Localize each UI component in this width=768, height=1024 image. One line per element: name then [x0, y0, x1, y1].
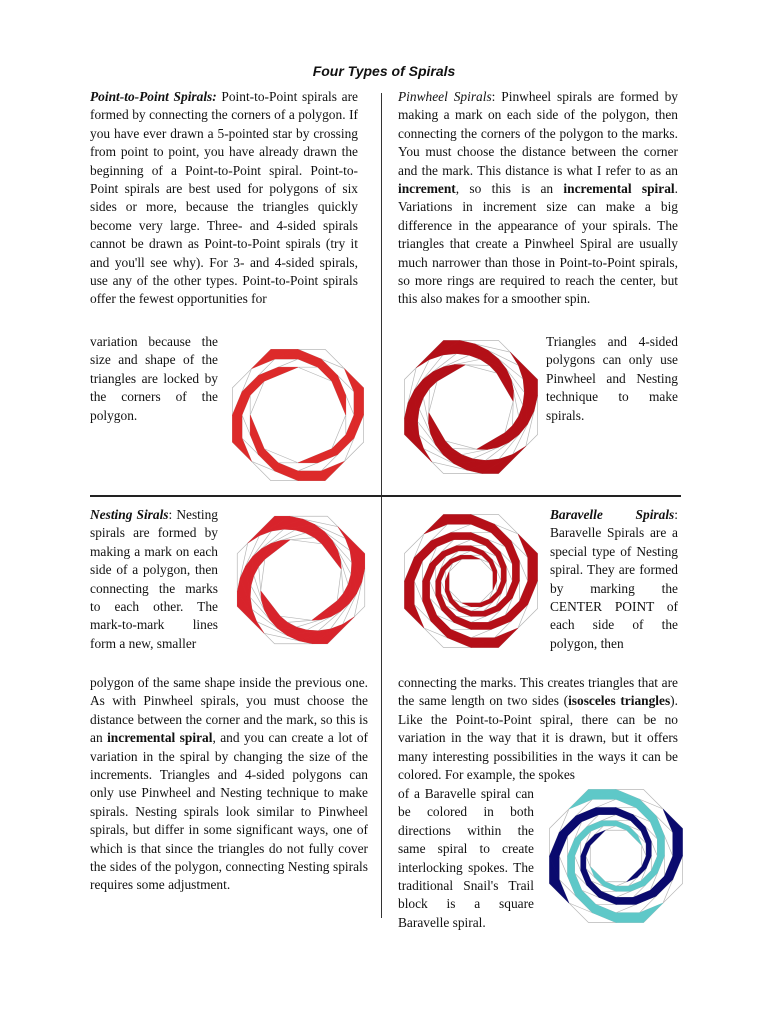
- baravelle-side-text-2: of a Baravelle spiral can be colored in both directions within the same spiral to create interlocking spokes. The traditional Snail's Trail block is a square Baravelle spiral.: [398, 786, 534, 930]
- baravelle-colored-spiral-figure: [542, 782, 690, 930]
- pinwheel-spiral-figure: [397, 333, 545, 481]
- point-to-point-side-text: variation because the size and shape of the triangles are locked by the corners of the polygon.: [90, 334, 218, 423]
- spiral-ring: [232, 349, 363, 480]
- point-to-point-text: Point-to-Point Spirals: Point-to-Point spirals are formed by connecting the corners of a polygon. If you have ever drawn a 5-pointed star by crossing from point to point, you have already drawn the beginning of a Point-to-Point spiral. Point-to-Point spirals are best used for polygons of six sides or more, because the triangles quickly become very large. Three- and 4-sided spirals cannot be drawn as Point-to-Point spirals (try it and you'll see why). For 3- and 4-sided spirals, use any of the other types. Point-to-Point spirals offer the fewest opportunities for: [90, 89, 358, 307]
- pinwheel-heading: Pinwheel Spirals: [398, 89, 492, 104]
- vertical-divider: [381, 93, 382, 918]
- spiral-ring: [250, 529, 352, 631]
- horizontal-divider: [90, 495, 681, 497]
- nesting-side-text: Nesting Sirals: Nesting spirals are formed by making a mark on each side of a polygon, then connecting the marks to each other. The mark-to-mark lines form a new, smaller: [90, 507, 218, 651]
- spiral-ring: [418, 354, 525, 461]
- baravelle-side-text: Baravelle Spirals: Baravelle Spirals are a special type of Nesting spiral. They are formed by marking the CENTER POINT of each side of the polygon, then: [550, 507, 678, 651]
- spiral-ring: [232, 349, 363, 480]
- baravelle-text: connecting the marks. This creates triangles that are the same length on two sides (isosceles triangles). Like the Point-to-Point spiral, there can be no variation in the way that it is drawn, but it offers many interesting possibilities in the ways it can be colored. For example, the spokes: [398, 675, 678, 783]
- nesting-text: polygon of the same shape inside the previous one. As with Pinwheel spirals, you must choose the distance between the corner and the mark, so this is an incremental spiral, and you can create a lot of variation in the spiral by changing the size of the increments. Triangles and 4-sided polygons can only use Pinwheel and Nesting technique to make spirals. Nesting spirals look similar to Pinwheel spirals, but differ in some significant ways, one of which is that since the triangles do not fully cover the sides of the polygon, connecting Nesting spirals requires some adjustment.: [90, 675, 368, 893]
- spiral-ring: [408, 344, 534, 470]
- page-title: Four Types of Spirals: [312, 63, 456, 79]
- spiral-ring: [449, 559, 493, 603]
- pinwheel-side-text: Triangles and 4-sided polygons can only use Pinwheel and Nesting technique to make spirals.: [546, 334, 678, 423]
- spiral-ring: [581, 821, 652, 892]
- point-to-point-spiral-figure: [225, 342, 371, 488]
- nesting-heading: Nesting Sirals: [90, 507, 169, 522]
- point-to-point-heading: Point-to-Point Spirals:: [90, 89, 217, 104]
- spiral-ring: [445, 555, 496, 606]
- baravelle-spiral-figure: [397, 507, 545, 655]
- spiral-ring: [250, 367, 346, 463]
- spiral-ring: [250, 367, 346, 463]
- baravelle-heading: Baravelle Spirals: [550, 507, 675, 522]
- spiral-ring: [414, 350, 527, 463]
- nesting-spiral-figure: [230, 509, 372, 651]
- spiral-ring: [590, 830, 641, 881]
- spiral-ring: [240, 519, 362, 641]
- pinwheel-text: Pinwheel Spirals: Pinwheel spirals are formed by making a mark on each side of the polygon, then connecting the corners of the polygon to the marks. You must choose the distance between the corner and the mark. This distance is what I refer to as an increment, so this is an incremental spiral. Variations in increment size can make a big difference in the appearance of your spirals. The triangles that create a Pinwheel Spiral are usually much narrower than those in Point-to-Point spirals, so more rings are required to reach the center, but this also makes for a smoother spin.: [398, 89, 678, 307]
